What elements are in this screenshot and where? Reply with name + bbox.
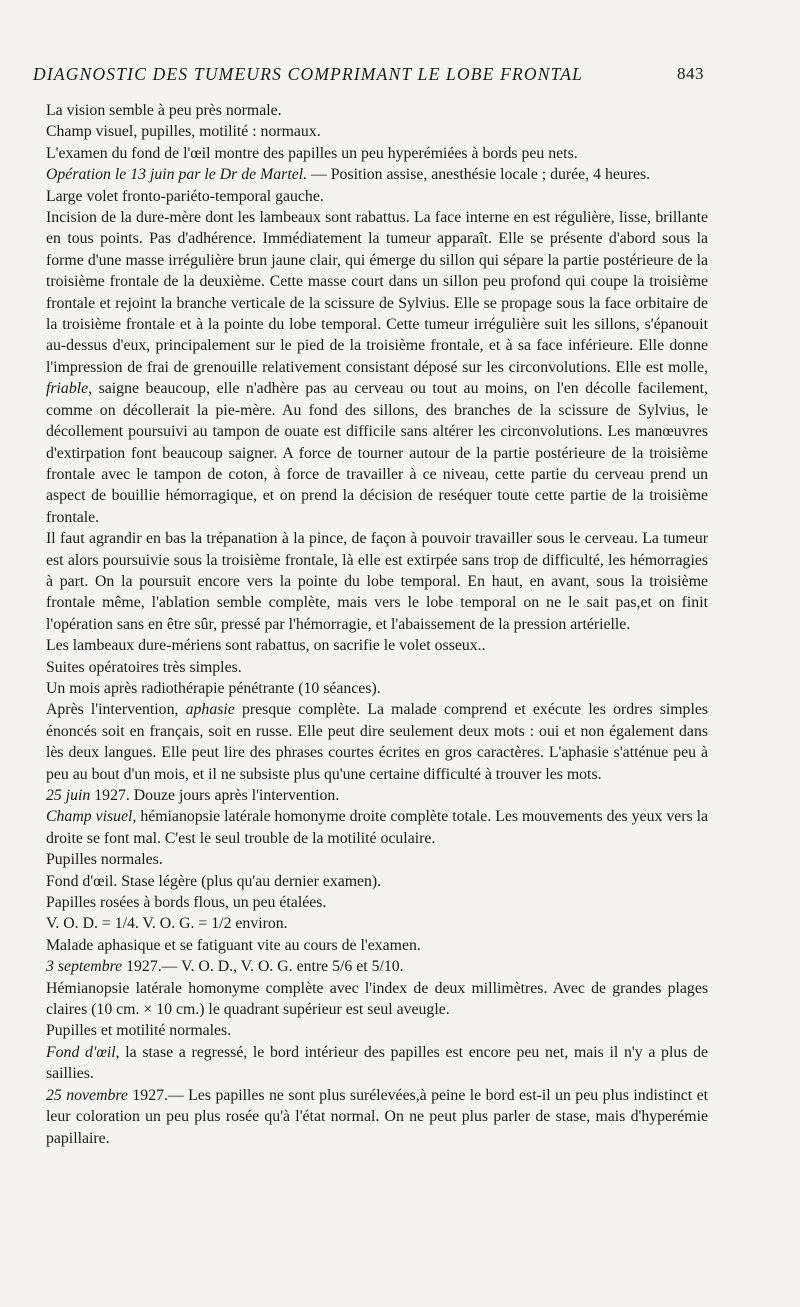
paragraph: 25 juin 1927. Douze jours après l'intervention.: [46, 787, 340, 804]
paragraph: Papilles rosées à bords flous, un peu étalées.: [46, 894, 327, 912]
paragraph: 25 novembre 1927.— Les papilles ne sont plus surélevées,à peine le bord est-il un peu plus indistinct et leur coloration un peu plus rosée qu'à l'état normal. On ne peut plus parler de stase, mais d'hyperémie papillaire.: [46, 1086, 708, 1147]
paragraph: Un mois après radiothérapie pénétrante (10 séances).: [46, 679, 381, 697]
running-header: DIAGNOSTIC DES TUMEURS COMPRIMANT LE LOBE FRONTAL: [33, 64, 584, 84]
body-text: [46, 100, 708, 1149]
paragraph: Fond d'œil, la stase a regressé, le bord intérieur des papilles est encore peu net, mais il n'y a plus de saillies.: [46, 1043, 708, 1083]
paragraph: V. O. D. = 1/4. V. O. G. = 1/2 environ.: [46, 915, 288, 933]
paragraph: Hémianopsie latérale homonyme complète avec l'index de deux millimètres. Avec de grandes plages claires (10 cm. × 10 cm.) le quadrant supérieur est seul aveugle.: [46, 979, 708, 1019]
paragraph: Pupilles et motilité normales.: [46, 1022, 232, 1040]
paragraph: L'examen du fond de l'œil montre des papilles un peu hyperémiées à bords peu nets.: [46, 144, 578, 162]
paragraph: Suites opératoires très simples.: [46, 658, 242, 676]
paragraph: 3 septembre 1927.— V. O. D., V. O. G. entre 5/6 et 5/10.: [46, 958, 404, 976]
paragraph: Il faut agrandir en bas la trépanation à la pince, de façon à pouvoir travailler sous le cerveau. La tumeur est alors poursuivie sous la troisième frontale, là elle est extirpée sans trop de difficulté, les hémorragies à part. On la poursuit encore vers la pointe du lobe temporal. En haut, en avant, sous la troisième frontale même, l'ablation semble complète, mais vers le lobe temporal on ne le sait pas,et on finit l'opération sans en être sûr, pressé par l'hémorragie, et l'abaissement de la pression artérielle.: [46, 530, 708, 633]
paragraph: Après l'intervention, aphasie presque complète. La malade comprend et exécute les ordres simples énoncés soit en français, soit en russe. Elle peut dire seulement deux mots : oui et non également dans lès deux langues. Elle peut lire des phrases courtes écrites en gros caractères. L'aphasie s'atténue peu à peu au bout d'un mois, et il ne subsiste plus qu'une certaine difficulté à trouver les mots.: [46, 701, 709, 783]
page-number: 843: [677, 64, 704, 83]
paragraph: Large volet fronto-pariéto-temporal gauche.: [46, 187, 324, 205]
paragraph: Incision de la dure-mère dont les lambeaux sont rabattus. La face interne en est régulière, lisse, brillante en tous points. Pas d'adhérence. Immédiatement la tumeur apparaît. Elle se présente d'abord sous la forme d'une masse irrégulière brun jaune clair, qui émerge du sillon qui sépare la partie postérieure de la troisième frontale de la deuxième. Cette masse court dans un sillon peu profond qui coupe la troisième frontale et rejoint la branche verticale de la scissure de Sylvius. Elle se propage sous la face orbitaire de la troisième frontale et à la pointe du lobe temporal. Cette tumeur irrégulière suit les sillons, s'épanouit au-dessus d'eux, principalement sur le pied de la troisième frontale, et à sa face inférieure. Elle donne l'impression de frai de grenouille relativement consistant déposé sur les circonvolutions. Elle est molle, friable, saigne beaucoup, elle n'adhère pas au cerveau ou tout au moins, on l'en décolle facilement, comme on décollerait la pie-mère. Au fond des sillons, des branches de la scissure de Sylvius, le décollement poursuivi au tampon de ouate est difficile sans altérer les circonvolutions. Les manœuvres d'extirpation font beaucoup saigner. A force de tourner autour de la partie postérieure de la troisième frontale avec le tampon de coton, à force de travailler à ce niveau, cette partie du cerveau prend un aspect de bouillie hémorragique, et on prend la décision de reséquer toute cette partie de la troisième frontale.: [46, 209, 708, 526]
paragraph: Champ visuel, pupilles, motilité : normaux.: [46, 123, 321, 141]
paragraph: Fond d'œil. Stase légère (plus qu'au dernier examen).: [46, 872, 382, 890]
paragraph: Les lambeaux dure-mériens sont rabattus, on sacrifie le volet osseux..: [46, 637, 486, 655]
paragraph: Champ visuel, hémianopsie latérale homonyme droite complète totale. Les mouvements des yeux vers la droite se font mal. C'est le seul trouble de la motilité oculaire.: [46, 808, 708, 847]
paragraph: La vision semble à peu près normale.: [46, 102, 282, 119]
paragraph: Pupilles normales.: [46, 851, 163, 869]
paragraph: Malade aphasique et se fatiguant vite au cours de l'examen.: [46, 936, 421, 954]
paragraph: Opération le 13 juin par le Dr de Martel. — Position assise, anesthésie locale ; durée, 4 heures.: [46, 166, 651, 184]
